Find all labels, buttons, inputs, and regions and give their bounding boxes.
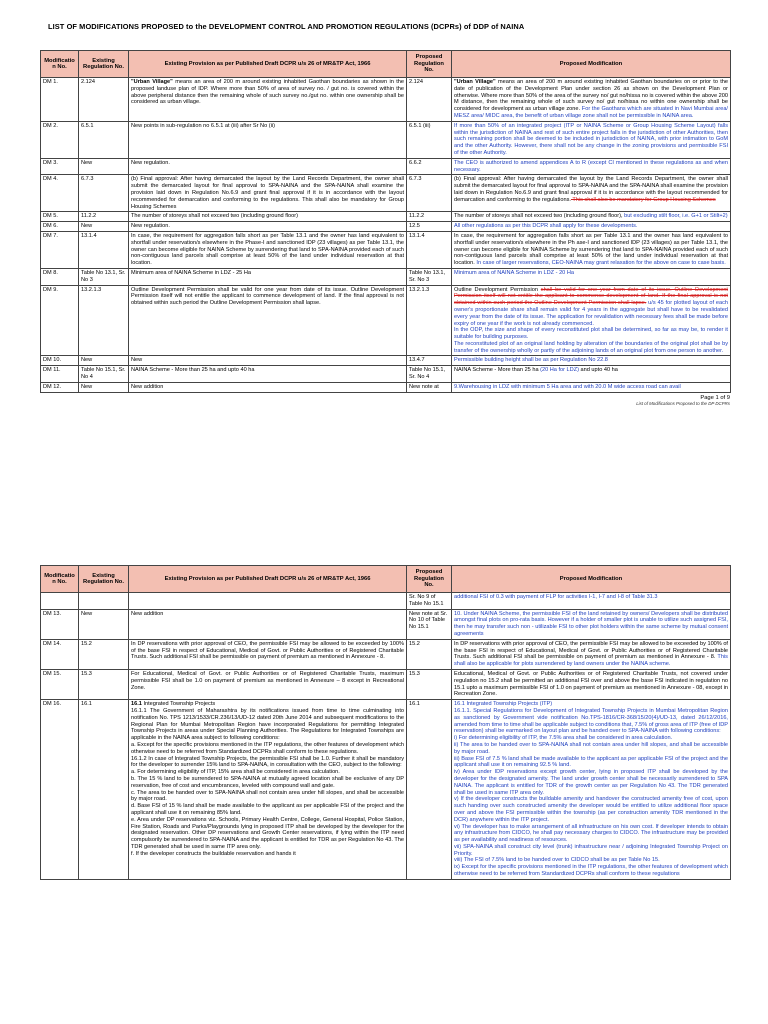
existing-provision-cell [129,231,407,268]
existing-regulation-cell [79,669,129,699]
table-row [41,366,731,383]
proposed-regulation-cell [407,382,452,392]
existing-provision-text: In case, the requirement for aggregation falls short as per Table 13.1 and the owner has land equivalent to shortfall under reservation/s elsewhere in the Phase-I and sanctioned IDP (23 villages) as per Table 13.1, the owner can become eligible for NAINA Scheme by surrendering that land to SPA-NAINA provided each of such non-contiguous land parcels shall comprise at least 50% of the land under individual reservation at that location. [131,232,404,267]
existing-regulation-no: New [81,159,93,166]
existing-provision-text: Outline Development Permission shall be valid for one year from date of its issue. Outline Development Permission itself will not entitle the applicant to commence development of land. If the final approval is not obtained within such period the Outline Development Permission shall lapse. [131,286,404,307]
proposed-modification-term: "Urban Village" [454,79,496,85]
added-text: 10. Under NAINA Scheme, the permissible FSI of the land retained by owners/ Developers shall be distributed amongst final plots on pro-rata basis. However if a holder of smaller plot is unable to utilize such assigned FSI, then he may transfer such non - utilizable FSI to other plot holders within the same scheme by mutual consent agreements [454,610,728,637]
existing-provision-cell [129,382,407,392]
existing-provision-text: New addition [131,610,164,617]
added-text: i) For determining eligibility of ITP, the 7.5% area shall be considered in area calculation. [454,735,673,742]
existing-provision-text: (b) Final approval: After having demarcated the layout by the Land Records Department, the owner shall submit the demarcated layout for final approval to SPA-NAINA and the SPA-NAINA shall examine the provision laid down in Regulation No.6.9 and grant final approval if it is in accordance with the layout recommended for demarcation and conforming to the regulations. This shall also be mandatory for Group Housing Schemes [131,176,404,210]
modification-no: DM 7. [43,232,58,239]
table-row [41,231,731,268]
existing-regulation-cell [79,78,129,122]
proposed-modification-cell [452,639,731,669]
modification-no: DM 4. [43,176,58,183]
table-row [41,356,731,366]
modification-no-cell [41,593,79,610]
modification-no: DM 10. [43,357,62,364]
added-text: ix) Except for the specific provisions mentioned in the ITP regulations, the other features of development which otherwise need to be referred from Standardized DCPRs shall conform to these regulations [454,864,728,878]
added-text: The CEO is authorized to amend appendices A to R (except CI mentioned in these regulations as and when necessary. [454,159,728,173]
modifications-table-page-1 [40,50,731,393]
added-text: In case of larger reservations, CEO-NAINA may grant relaxation for the above on case to case basis. [474,260,726,267]
existing-provision-cell [129,158,407,175]
table-row [41,268,731,285]
proposed-regulation-cell [407,158,452,175]
existing-provision-cell [129,700,407,880]
modification-no: DM 8. [43,269,58,276]
proposed-modification-cell [452,382,731,392]
added-text: The reconstituted plot of an original land holding by alteration of the boundaries of the original plot shall be by transfer of the ownership wholly or partly of the adjoining lands of an original plot from one person to another. [454,340,728,354]
header-existing-regulation: Existing Regulation No. [79,566,129,593]
existing-regulation-no: 2.124 [81,79,95,85]
proposed-modification-cell [452,356,731,366]
added-text: v) If the developer constructs the buildable amenity and handover the constructed amenity free of cost, upon such handing over such constructed amenity the developer would be entitled to utilize additional floor space over and above the FSI permissible within the township (as per construction amenity TDR mentioned in the DCR) anywhere within the ITP project. [454,796,728,823]
existing-provision-text: d. Base FSI of 15 % land shall be made available to the applicant as per applicable FSI of the project and the applicant shall use it on remaining 85% land. [131,803,404,816]
added-text: 9.Warehousing in LDZ with minimum 5 Ha area and with 20.0 M wide access road can avail [454,383,681,390]
existing-provision-text: a. Except for the specific provisions mentioned in the ITP regulations, the other features of development which otherwise need to be referred from Standardized DCPRs shall conform to these regulations. [131,741,404,755]
proposed-regulation-no: 6.6.2 [409,159,422,166]
added-text: Minimum area of NAINA Scheme in LDZ - 20 Ha [454,269,574,276]
existing-provision-cell [129,212,407,222]
proposed-regulation-cell [407,356,452,366]
existing-provision-cell [129,593,407,610]
modification-no: DM 2. [43,122,58,129]
deleted-text: shall be valid for one year from date of its issue. Outline Development Permission itself will not entitle the applicant to commence development of land. If the final approval is not obtained within such period the Outline Development Permission shall lapse. [454,286,728,307]
proposed-modification-text: Outline Development Permission [454,286,541,293]
header-modification-no: Modification No. [41,566,79,593]
proposed-modification-cell [452,609,731,639]
added-paragraph [454,327,728,341]
existing-provision-text: Minimum area of NAINA Scheme in LDZ - 25 Ha [131,269,251,276]
table-body-page-1 [41,78,731,393]
existing-regulation-no: Table No 15.1, Sr. No 4 [81,367,126,381]
existing-regulation-no: New [81,610,93,617]
modification-no: DM 6. [43,223,58,230]
table-row [41,593,731,610]
modification-no-cell [41,231,79,268]
existing-provision-text: New regulation. [131,159,170,166]
proposed-modification-cell [452,285,731,356]
proposed-regulation-no: 12.5 [409,223,420,230]
added-text: (20 Ha for LDZ) [540,367,579,374]
existing-provision-text: For Educational, Medical of Govt. or Public Authorities or of Registered Charitable Trusts, maximum permissible FSI shall be 1.0 on payment of premium as mentioned in Annexure – 8 except in Recreational Zone. [131,670,404,691]
existing-provision-text: 16.1.2 In case of Integrated Township Projects, the permissible FSI shall be 1.0. Further it shall be mandatory for the developer to surrender 15% land to SPA-NAINA, in consultation with the CEO, subject to the following: [131,755,404,769]
table-row [41,78,731,122]
proposed-regulation-cell [407,285,452,356]
proposed-modification-cell [452,268,731,285]
proposed-regulation-cell [407,231,452,268]
existing-regulation-no: 11.2.2 [81,213,97,220]
existing-regulation-cell [79,121,129,158]
existing-provision-text: b. The 15 % land to be surrendered to SPA-NAINA at mutually agreed location shall be exclusive of any DP reservation, free of cost and encumbrances, leveled with compound wall and gate. [131,775,404,789]
header-existing-provision: Existing Provision as per Published Draft DCPR u/s 26 of MR&TP Act, 1966 [129,566,407,593]
proposed-modification-cell [452,212,731,222]
existing-provision-cell [129,669,407,699]
existing-provision-text: New addition [131,383,164,390]
existing-provision-cell [129,285,407,356]
table-row [41,285,731,356]
proposed-modification-cell [452,700,731,880]
proposed-modification-cell [452,78,731,122]
existing-provision-cell [129,356,407,366]
existing-regulation-no: 15.2 [81,640,92,647]
existing-regulation-cell [79,175,129,212]
existing-provision-cell [129,175,407,212]
existing-regulation-cell [79,158,129,175]
modification-no-cell [41,175,79,212]
proposed-regulation-no: 2.124 [409,79,423,85]
modification-no-cell [41,222,79,232]
existing-provision-cell [129,268,407,285]
existing-provision-text: Integrated Township Projects [141,701,216,708]
proposed-modification-cell [452,158,731,175]
modification-no-cell [41,268,79,285]
existing-regulation-cell [79,700,129,880]
proposed-regulation-cell [407,222,452,232]
added-text: This shall also be applicable for plots surrendered by land owners under the NAINA scheme. [454,654,728,668]
existing-provision-text: means an area of 200 m around existing inhabited Gaothan boundaries as shown in the proposed landuse plan of IDP. Where more than 50% of area of survey no. / gut no. is covered within the above peripheral distance then the remaining whole of such survey no./gut no. within one ownership shall be considered as urban village. [131,79,404,106]
table-row [41,669,731,699]
table-row [41,158,731,175]
existing-regulation-cell [79,268,129,285]
existing-regulation-cell [79,639,129,669]
existing-regulation-cell [79,231,129,268]
proposed-regulation-no: 11.2.2 [409,213,425,220]
existing-provision-text: a. For determining eligibility of ITP, 15% area shall be considered in area calculation. [131,769,340,776]
proposed-regulation-no: Sr. No 9 of Table No 15.1 [409,594,444,607]
modification-no: DM 12. [43,383,62,390]
proposed-regulation-no: 6.5.1 (iii) [409,122,431,129]
existing-regulation-no: 13.1.4 [81,232,97,239]
header-proposed-modification: Proposed Modification [452,51,731,78]
table-header-row [41,566,731,593]
existing-provision-cell [129,639,407,669]
table-row [41,639,731,669]
existing-provision-text: f. If the developer constructs the buildable reservation and hands it [131,850,296,857]
header-existing-provision: Existing Provision as per Published Draft DCPR u/s 26 of MR&TP Act, 1966 [129,51,407,78]
proposed-modification-cell [452,222,731,232]
proposed-regulation-no: 13.4.7 [409,357,425,364]
proposed-modification-text: The number of storeys shall not exceed two (including ground floor), [454,213,623,220]
existing-regulation-cell [79,593,129,610]
table-row [41,175,731,212]
proposed-modification-text: In case, the requirement for aggregation falls short as per Table 13.1 and the owner has land equivalent to shortfall under reservation/s elsewhere in the Ph ase-I and sanctioned IDP (23 villages) as per Table 13.1, the owner can become eligible for NAINA Scheme by surrendering that land to SPA-NAINA provided each of such non-contiguous land parcels shall comprise at least 50% of the land under individual reservation at that location. [454,232,728,267]
existing-regulation-cell [79,366,129,383]
table-row [41,222,731,232]
modification-no: DM 9. [43,286,58,293]
existing-regulation-cell [79,212,129,222]
existing-regulation-no: 6.5.1 [81,122,94,129]
existing-provision-text: e. Area under DP reservations viz. Schools, Primary Health Centre, College, General Hospital, Police Station, Fire Station, Roads and Parks/Playgrounds lying in proposed ITP shall be developed by the developer for the designated reservation. Other DP reservations and Growth Center reservations, if lying within the ITP need compulsorily be surrendered to SPA-NAINA and the applicant is entitled for TDR as per Regulation No 43. The TDR generated shall be used in same ITP area only. [131,816,404,850]
added-text: ii) The area to be handed over to SPA-NAINA shall not contain area under hill slopes, and shall be accessible by major road. [454,741,728,755]
proposed-regulation-no: 16.1 [409,701,420,708]
added-text: All other regulations as per this DCPR shall apply for these developments. [454,223,638,230]
existing-regulation-no: New [81,357,93,364]
proposed-regulation-cell [407,121,452,158]
modification-no-cell [41,669,79,699]
added-text: If more than 50% of an integrated project (ITP or NAINA Scheme or Group Housing Scheme Layout) falls within the jurisdiction of NAINA and rest of such entire project falls in the jurisdiction of other Authorities, then such remaining portion shall be deemed to be included in jurisdiction of NAINA, with prior intimation to GoM and the other Authority. However, there shall not be any change in the zoning provisions and permissible FSI of the other Authority. [454,122,728,156]
proposed-regulation-no: 6.7.3 [409,176,422,183]
proposed-modification-cell [452,175,731,212]
footer-note: List of Modifications Proposed to the DP DCPRs [636,400,730,406]
proposed-modification-cell [452,366,731,383]
existing-provision-term: "Urban Village" [131,79,173,85]
header-proposed-regulation: Proposed Regulation No. [407,51,452,78]
table-body-page-2 [41,593,731,880]
existing-provision-text: c. The area to be handed over to SPA-NAINA shall not contain area under hill slopes, and shall be accessible by major road. [131,789,404,803]
proposed-modification-cell [452,231,731,268]
modification-no: DM 3. [43,159,58,166]
table-row [41,382,731,392]
header-existing-regulation: Existing Regulation No. [79,51,129,78]
table-row [41,212,731,222]
existing-regulation-cell [79,222,129,232]
added-text: For the Gaothans which are situated in Navi Mumbai area/ MESZ area/ MIDC area, the benefit of urban village zone shall not be permissible in NAINA area. [454,106,728,119]
document-page-1 [40,22,730,406]
modification-no: DM 13. [43,610,62,617]
added-text: iv) Area under IDP reservations except growth center, lying in proposed ITP shall be developed by the developer for the designated amenity. The land under growth center shall be necessarily surrendered to SPA NAINA. The applicant is entitled for TDR of the growth center as per Regulation No 43. The TDR generated shall be used in same ITP area only. [454,769,728,796]
added-text: vi) The developer has to make arrangement of all infrastructure on his own cost. If developer intends to obtain any infrastructure from CIDCO, he shall pay necessary charges to CIDCO. The infrastructure may be provided as per availability and readiness of resources. [454,823,728,844]
proposed-modification-cell [452,593,731,610]
existing-provision-text: New regulation. [131,223,170,230]
proposed-regulation-no: 13.1.4 [409,232,425,239]
existing-regulation-no: Table No 13.1, Sr. No 3 [81,269,126,283]
existing-regulation-no: 6.7.3 [81,176,94,183]
existing-regulation-no: 15.3 [81,670,92,677]
added-text: u/s 45 for plotted layout of each owner's proportionate share shall remain valid for 4 years in the aggregate but shall have to be revalidated every year from the date of its issue. The application for revalidation with necessary fees shall be made before expiry of one year if the work is not already commenced. [454,300,728,327]
existing-regulation-cell [79,356,129,366]
modification-no-cell [41,285,79,356]
table-row [41,700,731,880]
document-title: LIST OF MODIFICATIONS PROPOSED to the DEVELOPMENT CONTROL AND PROMOTION REGULATIONS (DCPRs) of DDP of NAINA [48,22,525,31]
proposed-regulation-cell [407,212,452,222]
added-text: In the ODP, the size and shape of every reconstituted plot shall be determined, so far as may be, to render it suitable for building purposes. [454,327,728,341]
modification-no-cell [41,158,79,175]
modification-no: DM 14. [43,640,62,647]
modification-no: DM 11. [43,367,61,374]
existing-provision-text: 16.1.1 The Government of Maharashtra by its notifications issued from time to time culminating into notification No. TPS 1213/1533/CR.236/13/UD-12 dated 20th June 2014 and subsequent modifications to the Regional Plan for Mumbai Metropolitan Region have incorporated Regulations for permitting Integrated Township Projects in areas under Special Planning Authorities. The Regulations for Integrated Townships are applicable in the NAINA area subject to following conditions: [131,707,404,742]
existing-regulation-no: New [81,223,93,230]
proposed-regulation-cell [407,669,452,699]
existing-regulation-no: 13.2.1.3 [81,286,102,293]
proposed-regulation-no: New note at Sr. No 10 of Table No 15.1 [409,610,448,631]
existing-provision-text: The number of storeys shall not exceed two (including ground floor) [131,213,298,220]
modification-no-cell [41,366,79,383]
existing-regulation-cell [79,285,129,356]
existing-provision-term: 16.1 [131,701,142,708]
page-footer [40,395,730,406]
proposed-modification-text: (b) Final approval: After having demarcated the layout by the Land Records Department, the owner shall submit the demarcated layout for final approval to SPA-NAINA and the SPA-NAINA shall examine the provision laid down in Regulation No.6.9 and grant final approval if it is in accordance with the layout recommended for demarcation and conforming to the regulations. [454,176,728,203]
existing-regulation-no: 16.1 [81,701,92,708]
proposed-regulation-cell [407,366,452,383]
existing-provision-text: New [131,357,143,364]
existing-regulation-no: New [81,383,93,390]
proposed-modification-text: Educational, Medical of Govt. or Public Authorities or of Registered Charitable Trusts, not covered under regulation no 15.2 shall be permitted an additional FSI over and above the base FSI indicated in regulation no 15.1 upto a maximum permissible FSI of 1.0 on payment of premium as mentioned in Annexure - 08, except in Recreation Zone. [454,670,728,698]
modification-no-cell [41,78,79,122]
modification-no: DM 5. [43,213,58,220]
proposed-modification-cell [452,121,731,158]
proposed-modification-text: NAINA Scheme - More than 25 ha [454,367,541,374]
modification-no-cell [41,356,79,366]
added-text: 16.1.1. Special Regulations for Development of Integrated Township Projects in Mumbai Metropolitan Region as sanctioned by Government vide notification No.TPS-1816/CR-368/15/20(4)/UD-13, dated 26/12/2016, amended from time to time shall be applicable subject to conditions that, 7.5% of gross area of ITP (free of IDP reservation) shall be earmarked on layout plan and be handed over to SPA-NAINA with following conditions: [454,707,728,735]
proposed-regulation-cell [407,609,452,639]
document-page-2 [40,565,730,880]
proposed-regulation-cell [407,700,452,880]
modification-no: DM 15. [43,670,62,677]
existing-provision-text: NAINA Scheme - More than 25 ha and upto 40 ha [131,367,255,374]
existing-provision-cell [129,121,407,158]
proposed-regulation-cell [407,78,452,122]
added-text: Permissible building height shall be as per Regulation No 22.8 [454,357,608,364]
proposed-regulation-no: New note at [409,383,439,390]
proposed-modification-cell [452,669,731,699]
existing-regulation-cell [79,609,129,639]
added-paragraph [454,341,728,355]
added-text: 16.1 Integrated Township Projects (ITP) [454,701,553,708]
existing-provision-text: New points in sub-regulation no 6.5.1 at (iii) after Sr No (ii) [131,122,275,129]
existing-provision-cell [129,78,407,122]
table-header-row [41,51,731,78]
added-text: additional FSI of 0.3 with payment of FLP for activities I-1, I-7 and I-8 of Table 31.3 [454,594,658,600]
modification-no-cell [41,609,79,639]
table-row [41,609,731,639]
modification-no-cell [41,639,79,669]
proposed-regulation-no: 13.2.1.3 [409,286,430,293]
existing-provision-cell [129,366,407,383]
header-modification-no: Modification No. [41,51,79,78]
existing-provision-cell [129,222,407,232]
proposed-regulation-no: Table No 13.1, Sr. No 3 [409,269,446,283]
proposed-regulation-cell [407,175,452,212]
table-row [41,121,731,158]
modification-no: DM 1. [43,79,58,85]
existing-provision-cell [129,609,407,639]
proposed-regulation-cell [407,593,452,610]
proposed-modification-text: means an area of 200 m around existing inhabited Gaothan boundaries on or prior to the date of publication of the Development Plan under section 26 as shown on the Development Plan or otherwise. Where more than 50% of the area of the survey no/ gut no/hissa no is covered within the above 200 M distance, then the remaining whole of such survey no/ gut no/hissa no within one ownership shall be considered for development as urban village zone. [454,79,728,113]
proposed-regulation-no: 15.2 [409,640,420,647]
modifications-table-page-2 [40,565,731,880]
page-number: Page 1 of 9 [700,394,730,401]
modification-no-cell [41,700,79,880]
header-proposed-modification: Proposed Modification [452,566,731,593]
modification-no-cell [41,212,79,222]
added-text: viii) The FSI of 7.5% land to be handed over to CIDCO shall be as per Table No 15. [454,857,660,864]
proposed-modification-text: and upto 40 ha [578,367,618,374]
existing-regulation-cell [79,382,129,392]
added-text: vii) SPA-NAINA shall construct city level (trunk) infrastructure near / adjoining Integrated Township Project on Priority. [454,843,728,857]
modification-no-cell [41,121,79,158]
proposed-regulation-no: 15.3 [409,670,420,677]
deleted-text: This shall also be mandatory for Group Housing Schemes [570,196,716,203]
modification-no: DM 16. [43,701,62,708]
existing-provision-text: In DP reservations with prior approval of CEO, the permissible FSI may be allowed to be exceeded by 100% of the base FSI in respect of Educational, Medical of Govt. or Public Authorities or of Registered Charitable Trusts. Such additional FSI shall be permissible on payment of premium as mentioned in Annexure - 8. [131,640,404,661]
proposed-modification-text: In DP reservations with prior approval of CEO, the permissible FSI may be allowed to be exceeded by 100% of the base FSI in respect of Educational, Medical of Govt. or Public Authorities or of Registered Charitable Trusts. Such additional FSI shall be permissible on payment of premium as mentioned in Annexure - 8. [454,640,728,661]
proposed-regulation-no: Table No 15.1, Sr. No 4 [409,367,446,381]
proposed-regulation-cell [407,268,452,285]
added-text: but excluding stilt floor, i.e. G+1 or Stilt+2) [622,213,728,220]
header-proposed-regulation: Proposed Regulation No. [407,566,452,593]
added-text: iii) Base FSI of 7.5 % land shall be made available to the applicant as per applicable FSI of the project and the applicant shall use it on remaining 92.5 % land. [454,755,728,769]
modification-no-cell [41,382,79,392]
proposed-regulation-cell [407,639,452,669]
